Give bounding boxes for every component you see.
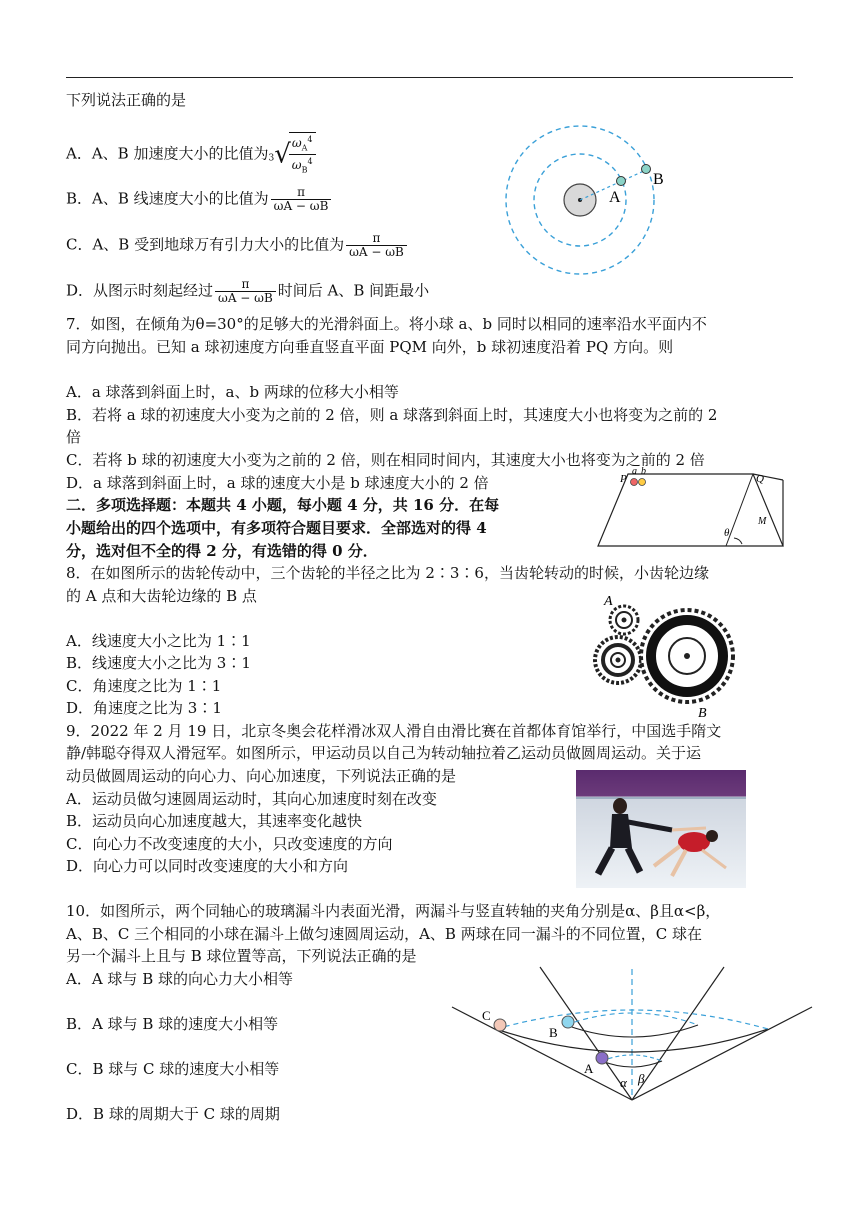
q6-option-d-fraction: $\frac{\pi}{\omega A - \omega B}$ bbox=[215, 278, 276, 305]
section2-line2: 小题给出的四个选项中，有多项符合题目要求．全部选对的得 4 bbox=[66, 519, 487, 537]
svg-text:B: B bbox=[549, 1025, 558, 1040]
section2-line1: 二．多项选择题：本题共 4 小题，每小题 4 分，共 16 分．在每 bbox=[66, 496, 500, 514]
ball-a-funnel bbox=[596, 1052, 608, 1064]
orbit-figure bbox=[500, 110, 690, 290]
svg-text:M: M bbox=[758, 516, 767, 527]
svg-text:α: α bbox=[620, 1075, 627, 1090]
ball-b bbox=[639, 479, 646, 486]
ball-b-funnel bbox=[562, 1016, 574, 1028]
radical-icon: √ bbox=[274, 139, 291, 170]
q6-option-a-fraction: $\frac{\omega_A^4}{\omega_B^4}$ bbox=[289, 132, 316, 177]
q10-stem-line2: A、B、C 三个相同的小球在漏斗上做匀速圆周运动，A、B 两球在同一漏斗的不同位置，C 球在 bbox=[66, 925, 702, 943]
q9-option-a[interactable]: A．运动员做匀速圆周运动时，其向心加速度时刻在改变 bbox=[66, 790, 437, 808]
q10-stem-line3: 另一个漏斗上且与 B 球位置等高，下列说法正确的是 bbox=[66, 947, 417, 965]
q6-option-c-fraction: $\frac{\pi}{\omega A - \omega B}$ bbox=[346, 232, 407, 259]
q7-option-b[interactable]: B．若将 a 球的初速度大小变为之前的 2 倍，则 a 球落到斜面上时，其速度大小也将变为之前的 2 bbox=[66, 406, 718, 424]
q6-option-c[interactable] bbox=[66, 232, 409, 259]
gear-label-a: A bbox=[604, 594, 613, 609]
q9-option-c[interactable]: C．向心力不改变速度的大小，只改变速度的方向 bbox=[66, 835, 393, 853]
q10-option-b[interactable]: B．A 球与 B 球的速度大小相等 bbox=[66, 1015, 279, 1033]
q8-option-c[interactable]: C．角速度之比为 1∶1 bbox=[66, 677, 222, 695]
q9-stem-line2: 静/韩聪夺得双人滑冠军。如图所示，甲运动员以自己为转动轴拉着乙运动员做圆周运动。关于运 bbox=[66, 744, 702, 762]
q10-stem-line1: 10．如图所示，两个同轴心的玻璃漏斗内表面光滑，两漏斗与竖直转轴的夹角分别是α、β且α<β， bbox=[66, 902, 721, 920]
svg-text:C: C bbox=[482, 1008, 491, 1023]
q10-option-a[interactable]: A．A 球与 B 球的向心力大小相等 bbox=[66, 970, 293, 988]
q6-option-b-text: B．A、B 线速度大小的比值为 bbox=[66, 189, 269, 208]
intro-text: 下列说法正确的是 bbox=[66, 91, 187, 109]
q6-option-c-text: C．A、B 受到地球万有引力大小的比值为 bbox=[66, 235, 345, 254]
slope-figure bbox=[588, 466, 788, 554]
q8-stem-line1: 8．在如图所示的齿轮传动中，三个齿轮的半径之比为 2∶3∶6，当齿轮转动的时候，小齿轮边缘 bbox=[66, 564, 709, 582]
q8-option-d[interactable]: D．角速度之比为 3∶1 bbox=[66, 699, 222, 717]
q8-option-b[interactable]: B．线速度大小之比为 3∶1 bbox=[66, 654, 251, 672]
q6-option-d[interactable] bbox=[66, 278, 429, 305]
svg-text:b: b bbox=[641, 466, 646, 477]
svg-text:P: P bbox=[620, 473, 627, 485]
q9-option-b[interactable]: B．运动员向心加速度越大，其速率变化越快 bbox=[66, 812, 363, 830]
q8-option-a[interactable]: A．线速度大小之比为 1∶1 bbox=[66, 632, 251, 650]
q7-option-b-cont: 倍 bbox=[66, 428, 82, 446]
small-gear-icon bbox=[610, 606, 638, 634]
q6-option-a[interactable] bbox=[66, 132, 318, 177]
large-gear-icon bbox=[641, 610, 733, 702]
ball-c bbox=[494, 1019, 506, 1031]
satellite-a bbox=[617, 177, 626, 186]
q6-root-index: 3 bbox=[268, 153, 275, 164]
q8-stem-line2: 的 A 点和大齿轮边缘的 B 点 bbox=[66, 587, 257, 605]
q7-stem-line1: 7．如图，在倾角为θ=30°的足够大的光滑斜面上。将小球 a、b 同时以相同的速率沿水平面内不 bbox=[66, 315, 707, 333]
label-a: A bbox=[609, 189, 621, 206]
svg-text:β: β bbox=[638, 1071, 645, 1086]
label-b: B bbox=[653, 171, 664, 188]
q6-option-d-text-after: 时间后 A、B 间距最小 bbox=[277, 281, 430, 300]
header-rule bbox=[66, 77, 793, 78]
svg-text:Q: Q bbox=[756, 473, 764, 485]
q7-option-d[interactable]: D．a 球落到斜面上时，a 球的速度大小是 b 球速度大小的 2 倍 bbox=[66, 474, 489, 492]
figure-skating-photo bbox=[576, 770, 746, 888]
q9-stem-line3: 动员做圆周运动的向心力、向心加速度，下列说法正确的是 bbox=[66, 767, 457, 785]
q6-option-a-text: A．A、B 加速度大小的比值为 bbox=[66, 144, 269, 163]
q9-stem-line1: 9．2022 年 2 月 19 日，北京冬奥会花样滑冰双人滑自由滑比赛在首都体育馆举行，中国选手隋文 bbox=[66, 722, 722, 740]
q6-option-b-fraction: $\frac{\pi}{\omega A - \omega B}$ bbox=[271, 186, 332, 213]
q9-option-d[interactable]: D．向心力可以同时改变速度的大小和方向 bbox=[66, 857, 349, 875]
middle-gear-icon bbox=[595, 637, 641, 683]
svg-text:a: a bbox=[632, 466, 637, 477]
q6-option-d-text: D．从图示时刻起经过 bbox=[66, 281, 214, 300]
q7-option-a[interactable]: A．a 球落到斜面上时，a、b 两球的位移大小相等 bbox=[66, 383, 399, 401]
ball-a bbox=[631, 479, 638, 486]
q7-stem-line2: 同方向抛出。已知 a 球初速度方向垂直竖直平面 PQM 向外，b 球初速度沿着 PQ 方向。则 bbox=[66, 338, 674, 356]
section2-line3: 分，选对但不全的得 2 分，有选错的得 0 分． bbox=[66, 542, 378, 560]
svg-text:A: A bbox=[584, 1061, 594, 1076]
q7-option-c[interactable]: C．若将 b 球的初速度大小变为之前的 2 倍，则在相同时间内，其速度大小也将变为之前的 2 倍 bbox=[66, 451, 705, 469]
gear-label-b: B bbox=[698, 706, 707, 720]
satellite-b bbox=[642, 165, 651, 174]
skaters-illustration bbox=[576, 770, 746, 888]
gear-figure bbox=[590, 590, 750, 720]
q6-option-b[interactable] bbox=[66, 186, 333, 213]
q10-option-d[interactable]: D．B 球的周期大于 C 球的周期 bbox=[66, 1105, 280, 1123]
svg-text:θ: θ bbox=[724, 527, 730, 539]
funnel-figure bbox=[448, 965, 816, 1110]
q10-option-c[interactable]: C．B 球与 C 球的速度大小相等 bbox=[66, 1060, 280, 1078]
